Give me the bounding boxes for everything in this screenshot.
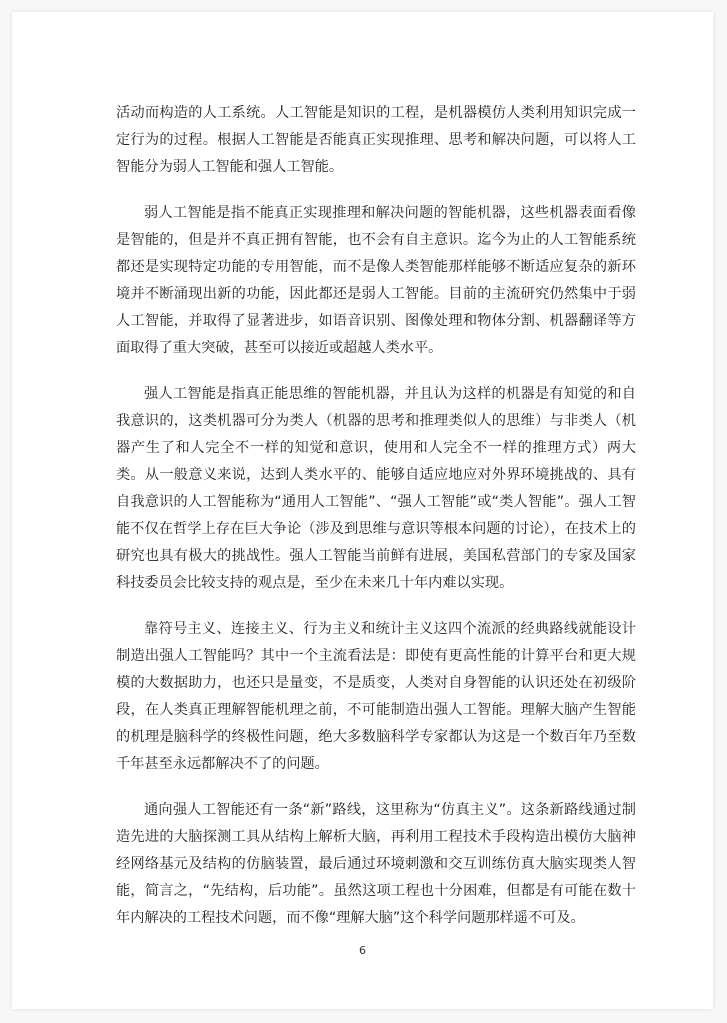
document-body — [116, 100, 636, 951]
paragraph-3: 强人工智能是指真正能思维的智能机器，并且认为这样的机器是有知觉的和自我意识的，这类机器可分为类人（机器的思考和推理类似人的思维）与非类人（机器产生了和人完全不一样的知觉和意识，使用和人完全不一样的推理方式）两大类。从一般意义来说，达到人类水平的、能够自适应地应对外界环境挑战的、具有自我意识的人工智能称为“通用人工智能”、“强人工智能”或“类人智能”。强人工智能不仅在哲学上存在巨大争论（涉及到思维与意识等根本问题的讨论），在技术上的研究也具有极大的挑战性。强人工智能当前鲜有进展，美国私营部门的专家及国家科技委员会比较支持的观点是，至少在未来几十年内难以实现。 — [116, 386, 636, 591]
page-number: 6 — [359, 944, 366, 957]
paragraph-1: 活动而构造的人工系统。人工智能是知识的工程，是机器模仿人类利用知识完成一定行为的过程。根据人工智能是否能真正实现推理、思考和解决问题，可以将人工智能分为弱人工智能和强人工智能。 — [116, 105, 636, 175]
paragraph-4: 靠符号主义、连接主义、行为主义和统计主义这四个流派的经典路线就能设计制造出强人工智能吗？其中一个主流看法是：即使有更高性能的计算平台和更大规模的大数据助力，也还只是量变，不是质变，人类对自身智能的认识还处在初级阶段，在人类真正理解智能机理之前，不可能制造出强人工智能。理解大脑产生智能的机理是脑科学的终极性问题，绝大多数脑科学专家都认为这是一个数百年乃至数千年甚至永远都解决不了的问题。 — [116, 621, 636, 772]
document-page — [12, 12, 713, 1009]
paragraph-2: 弱人工智能是指不能真正实现推理和解决问题的智能机器，这些机器表面看像是智能的，但是并不真正拥有智能，也不会有自主意识。迄今为止的人工智能系统都还是实现特定功能的专用智能，而不是像人类智能那样能够不断适应复杂的新环境并不断涌现出新的功能，因此都还是弱人工智能。目前的主流研究仍然集中于弱人工智能，并取得了显著进步，如语音识别、图像处理和物体分割、机器翻译等方面取得了重大突破，甚至可以接近或超越人类水平。 — [116, 205, 636, 356]
paragraph-5: 通向强人工智能还有一条“新”路线，这里称为“仿真主义”。这条新路线通过制造先进的大脑探测工具从结构上解析大脑，再利用工程技术手段构造出模仿大脑神经网络基元及结构的仿脑装置，最后通过环境刺激和交互训练仿真大脑实现类人智能，简言之，“先结构，后功能”。虽然这项工程也十分困难，但都是有可能在数十年内解决的工程技术问题，而不像“理解大脑”这个科学问题那样遥不可及。 — [116, 802, 636, 926]
